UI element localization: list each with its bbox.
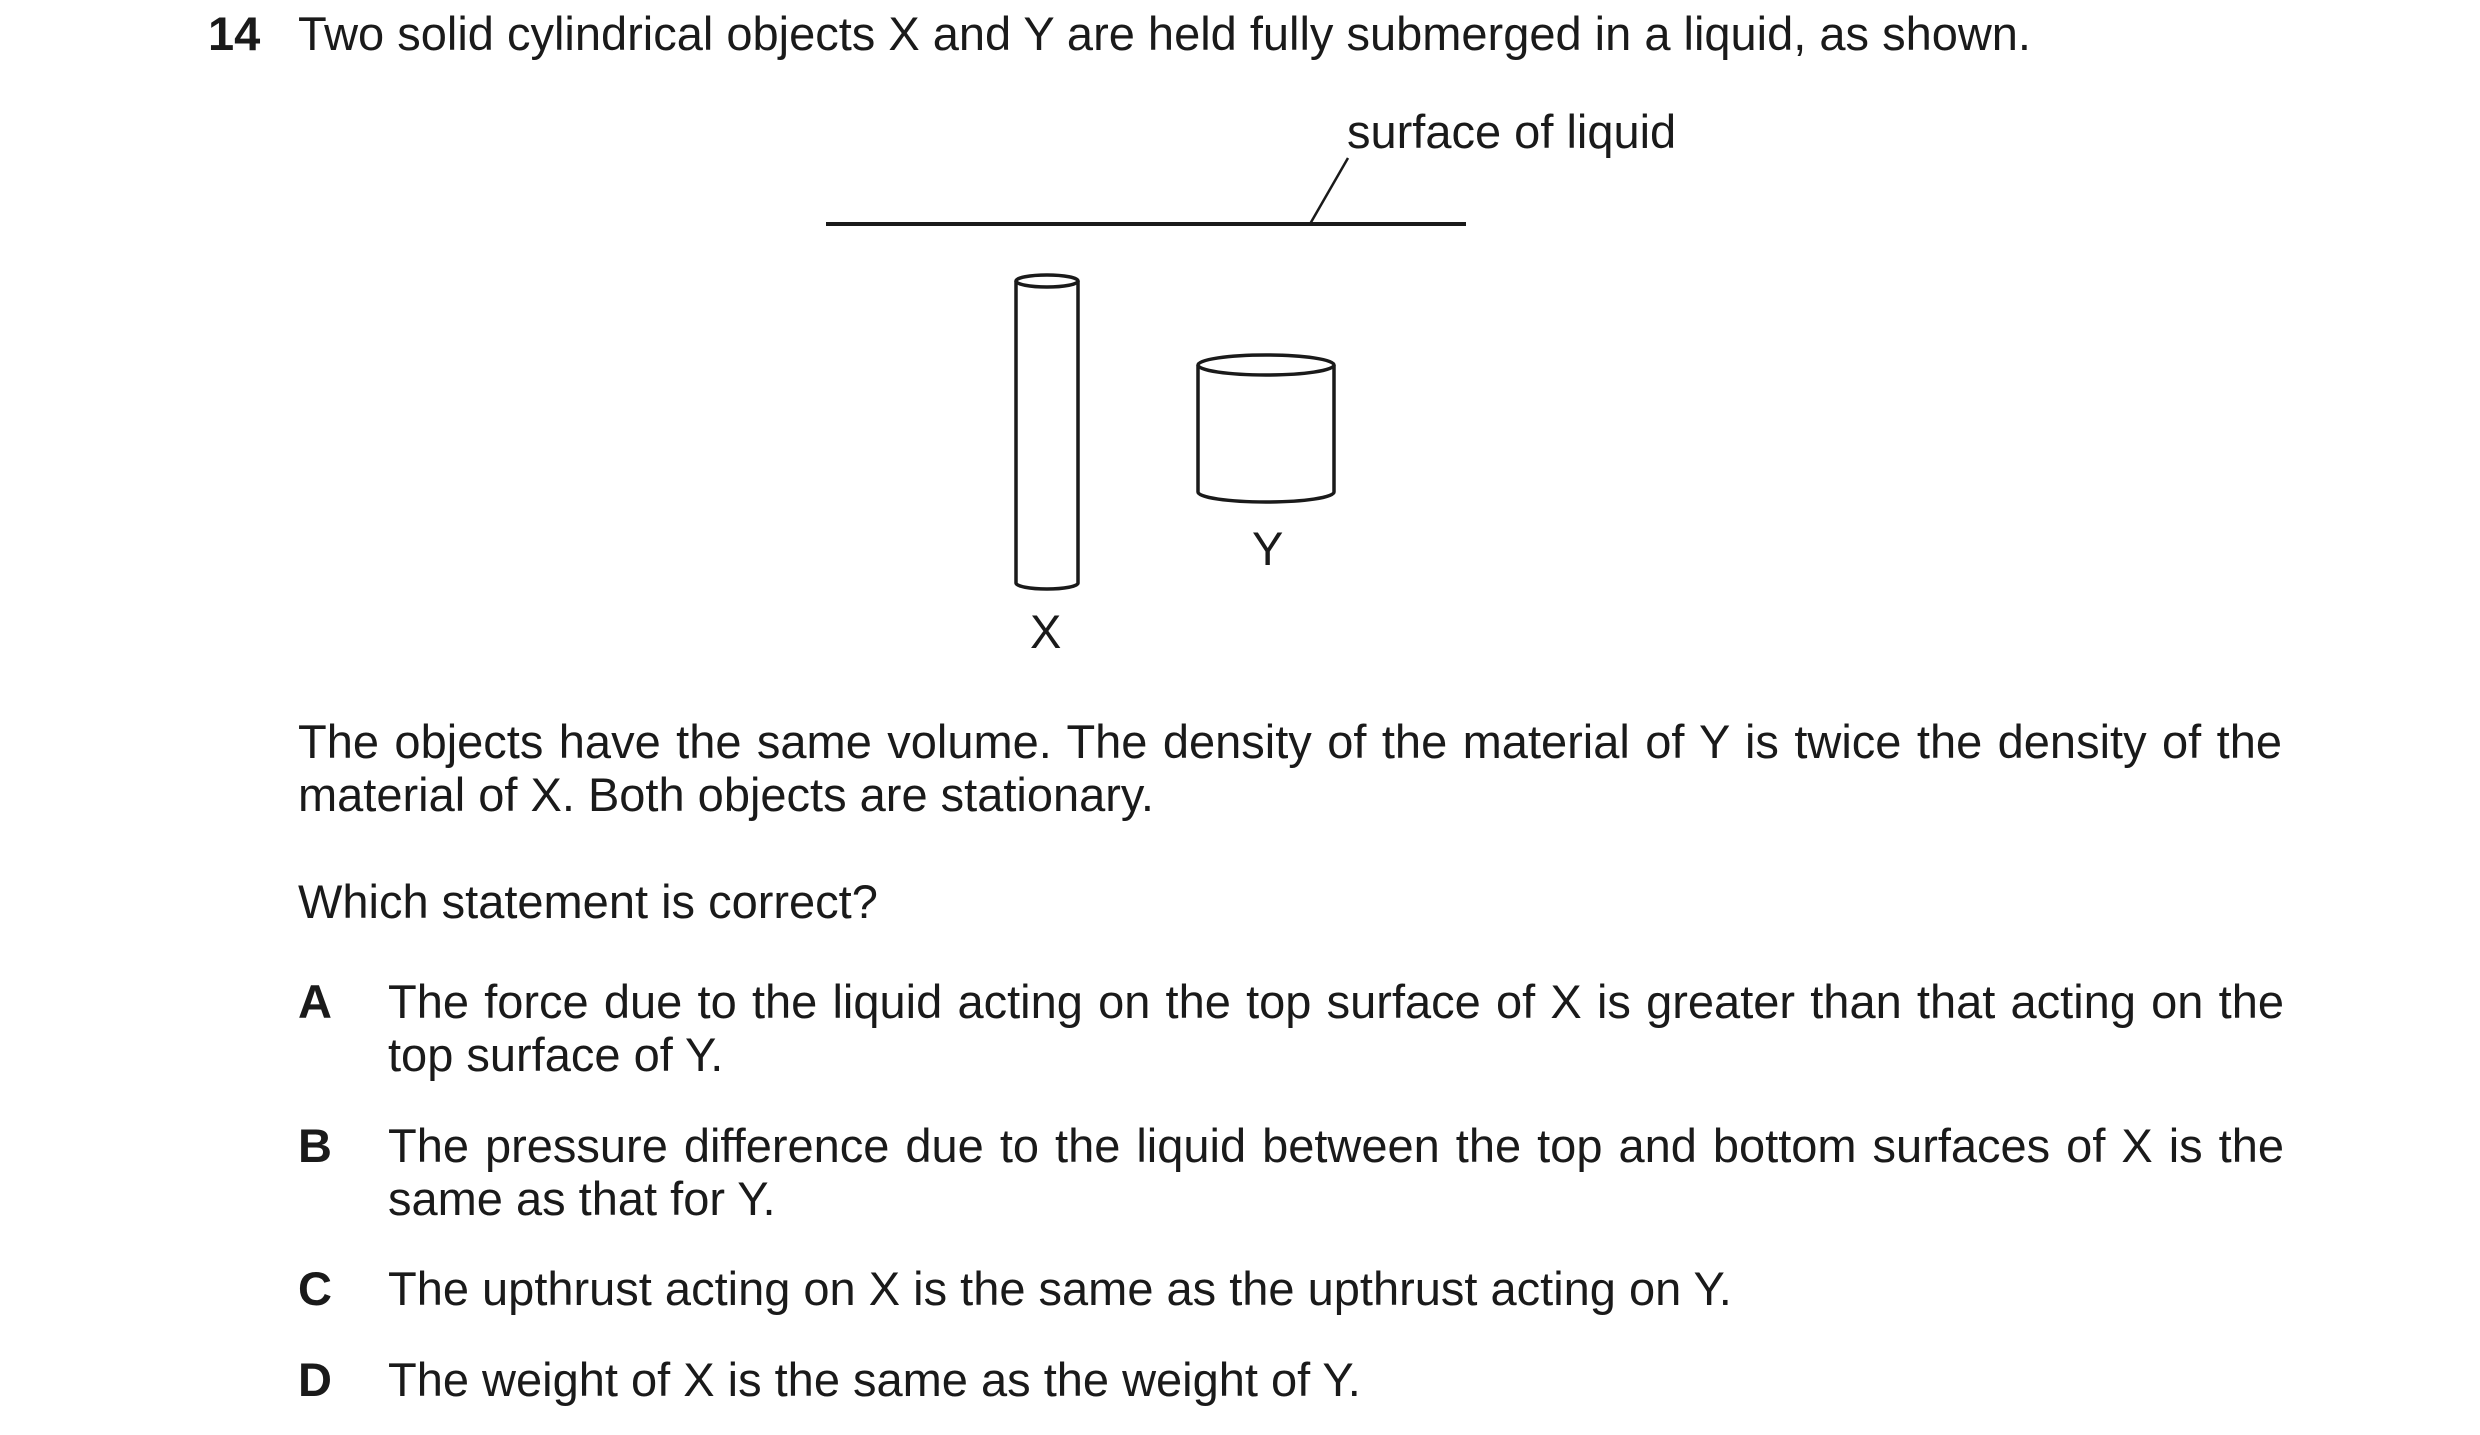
submerged-objects-diagram: [0, 0, 2480, 700]
question-prompt: Which statement is correct?: [298, 875, 878, 928]
surface-label: surface of liquid: [1347, 105, 1677, 158]
option-d-letter: D: [298, 1353, 332, 1406]
option-c-text: The upthrust acting on X is the same as the upthrust acting on Y.: [388, 1262, 1732, 1315]
object-y-label: Y: [1252, 522, 1284, 575]
surface-leader-line: [1310, 158, 1348, 224]
option-b[interactable]: [298, 1119, 2284, 1225]
object-y-cylinder: [1198, 355, 1334, 502]
object-x-cylinder: [1016, 275, 1078, 589]
option-b-text: The pressure difference due to the liquid between the top and bottom surfaces of X is the same as that for Y.: [388, 1119, 2284, 1225]
option-c-letter: C: [298, 1262, 332, 1315]
option-b-letter: B: [298, 1119, 332, 1172]
option-a[interactable]: [298, 975, 2284, 1081]
option-c[interactable]: [298, 1262, 2284, 1315]
object-x-label: X: [1030, 605, 1062, 658]
question-number: 14: [208, 7, 261, 60]
question-stem: Two solid cylindrical objects X and Y are held fully submerged in a liquid, as shown.: [298, 7, 2031, 60]
option-d-text: The weight of X is the same as the weight of Y.: [388, 1353, 1361, 1406]
option-a-text: The force due to the liquid acting on the top surface of X is greater than that acting on the top surface of Y.: [388, 975, 2284, 1081]
option-a-letter: A: [298, 975, 332, 1028]
option-d[interactable]: [298, 1353, 2284, 1406]
context-paragraph: The objects have the same volume. The density of the material of Y is twice the density of the material of X. Both objects are stationary.: [298, 715, 2282, 821]
